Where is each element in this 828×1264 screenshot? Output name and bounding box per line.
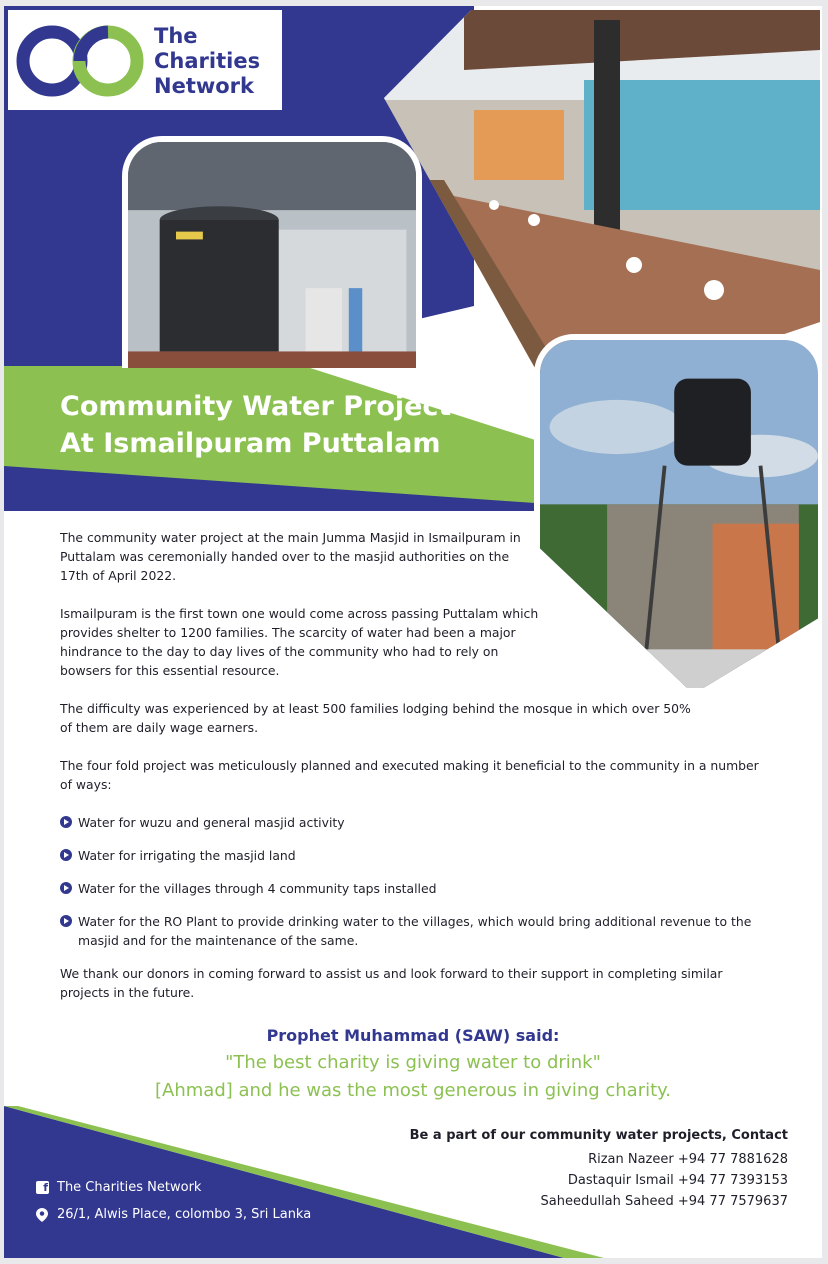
infinity-logo-icon <box>14 22 146 100</box>
list-item-text: Water for wuzu and general masjid activity <box>78 815 345 830</box>
list-item <box>60 879 760 898</box>
logo-wordmark <box>154 24 260 99</box>
quote-line: "The best charity is giving water to drink" <box>225 1052 601 1073</box>
list-item <box>60 813 760 832</box>
map-pin-icon <box>36 1208 48 1222</box>
contact-person: Dastaquir Ismail +94 77 7393153 <box>567 1173 788 1188</box>
benefits-list <box>60 813 760 950</box>
hadith-quote <box>4 1026 822 1105</box>
logo-line: The <box>154 24 198 48</box>
contact-person: Saheedullah Saheed +94 77 7579637 <box>540 1194 788 1209</box>
contact-heading: Be a part of our community water projects, Contact <box>409 1128 788 1143</box>
poster <box>4 6 822 1258</box>
paragraph: The difficulty was experienced by at least 500 families lodging behind the mosque in which over 50% of them are daily wage earners. <box>60 701 691 735</box>
arrow-circle-icon <box>60 816 72 828</box>
page-title <box>60 388 530 462</box>
paragraph: The four fold project was meticulously planned and executed making it beneficial to the community in a number of ways: <box>60 758 759 792</box>
address-row <box>36 1207 311 1222</box>
quote-heading: Prophet Muhammad (SAW) said: <box>266 1026 560 1045</box>
facebook-row[interactable] <box>36 1180 311 1195</box>
arrow-circle-icon <box>60 849 72 861</box>
contact-block <box>410 1128 788 1212</box>
contact-person: Rizan Nazeer +94 77 7881628 <box>588 1152 788 1167</box>
facebook-icon[interactable]: f <box>36 1181 49 1194</box>
facebook-label[interactable]: The Charities Network <box>57 1180 202 1195</box>
closing-paragraph: We thank our donors in coming forward to assist us and look forward to their support in completing similar projects in the future. <box>60 966 723 1000</box>
list-item <box>60 912 760 950</box>
list-item-text: Water for the RO Plant to provide drinking water to the villages, which would bring additional revenue to the masjid and for the maintenance of the same. <box>78 914 752 948</box>
photo-water-tank-plant <box>122 136 422 368</box>
article-body <box>60 528 760 1021</box>
arrow-circle-icon <box>60 882 72 894</box>
list-item-text: Water for irrigating the masjid land <box>78 848 296 863</box>
address-text: 26/1, Alwis Place, colombo 3, Sri Lanka <box>57 1207 312 1222</box>
title-line: Community Water Project <box>60 391 452 422</box>
quote-line: [Ahmad] and he was the most generous in giving charity. <box>155 1080 671 1101</box>
paragraph: The community water project at the main Jumma Masjid in Ismailpuram in Puttalam was ceremonially handed over to the masjid authorities on the 17th of April 2022. <box>60 530 521 583</box>
footer-info <box>36 1180 311 1234</box>
logo-line: Charities <box>154 49 261 73</box>
logo-line: Network <box>154 74 255 98</box>
logo <box>8 10 282 110</box>
list-item-text: Water for the villages through 4 community taps installed <box>78 881 437 896</box>
arrow-circle-icon <box>60 915 72 927</box>
list-item <box>60 846 760 865</box>
title-line: At Ismailpuram Puttalam <box>60 428 441 459</box>
paragraph: Ismailpuram is the first town one would come across passing Puttalam which provides shelter to 1200 families. The scarcity of water had been a major hindrance to the day to day lives of the community who had to rely on bowsers for this essential resource. <box>60 606 539 678</box>
